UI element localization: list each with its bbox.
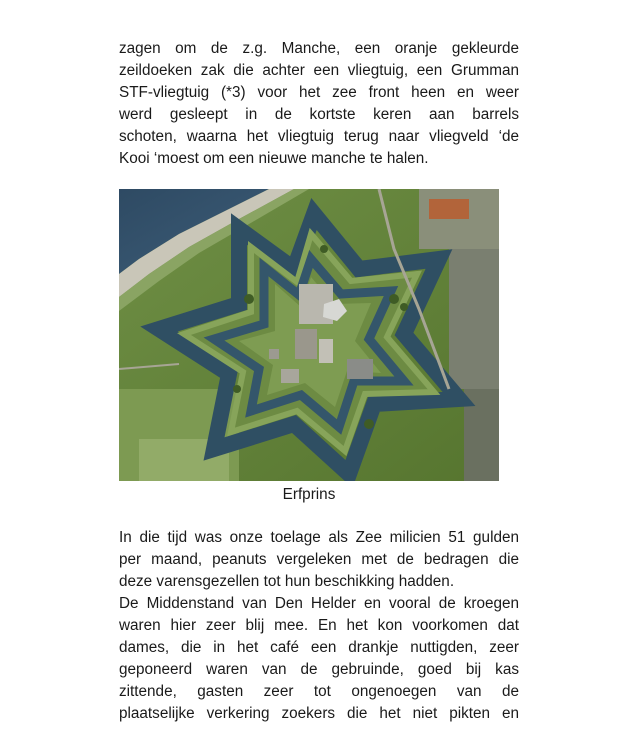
figure-caption: Erfprins xyxy=(282,486,336,503)
text-line: STF-vliegtuig (*3) voor het zee front heen en weer xyxy=(119,84,519,101)
text-line: schoten, waarna het vliegtuig terug naar vliegveld ‘de xyxy=(119,128,519,145)
aerial-photo-illustration xyxy=(119,189,499,481)
paragraph-manche xyxy=(119,38,519,170)
text-line: geponeerd waren van de gebruinde, goed bij kas xyxy=(119,661,519,678)
text-line: zagen om de z.g. Manche, een oranje gekleurde xyxy=(119,40,519,57)
paragraph-middenstand xyxy=(119,593,519,725)
text-line: per maand, peanuts vergeleken met de bedragen die xyxy=(119,551,519,568)
paragraph-toelage xyxy=(119,527,519,593)
text-line: plaatselijke verkering zoekers die het niet pikten en xyxy=(119,705,519,722)
aerial-photo-fort-erfprins xyxy=(119,189,499,481)
text-line: De Middenstand van Den Helder en vooral de kroegen xyxy=(119,595,519,612)
text-line: werd gesleept in de kortste keren aan barrels xyxy=(119,106,519,123)
text-line: zeildoeken zak die achter een vliegtuig, een Grumman xyxy=(119,62,519,79)
text-line: deze varensgezellen tot hun beschikking hadden. xyxy=(119,573,455,590)
text-line: Kooi ‘moest om een nieuwe manche te halen. xyxy=(119,150,429,167)
text-line: zittende, gasten zeer tot ongenoegen van de xyxy=(119,683,519,700)
text-line: dames, die in het café een drankje nuttigden, zeer xyxy=(119,639,519,656)
text-line: waren hier zeer blij mee. En het kon voorkomen dat xyxy=(119,617,519,634)
text-line: In die tijd was onze toelage als Zee milicien 51 gulden xyxy=(119,529,519,546)
